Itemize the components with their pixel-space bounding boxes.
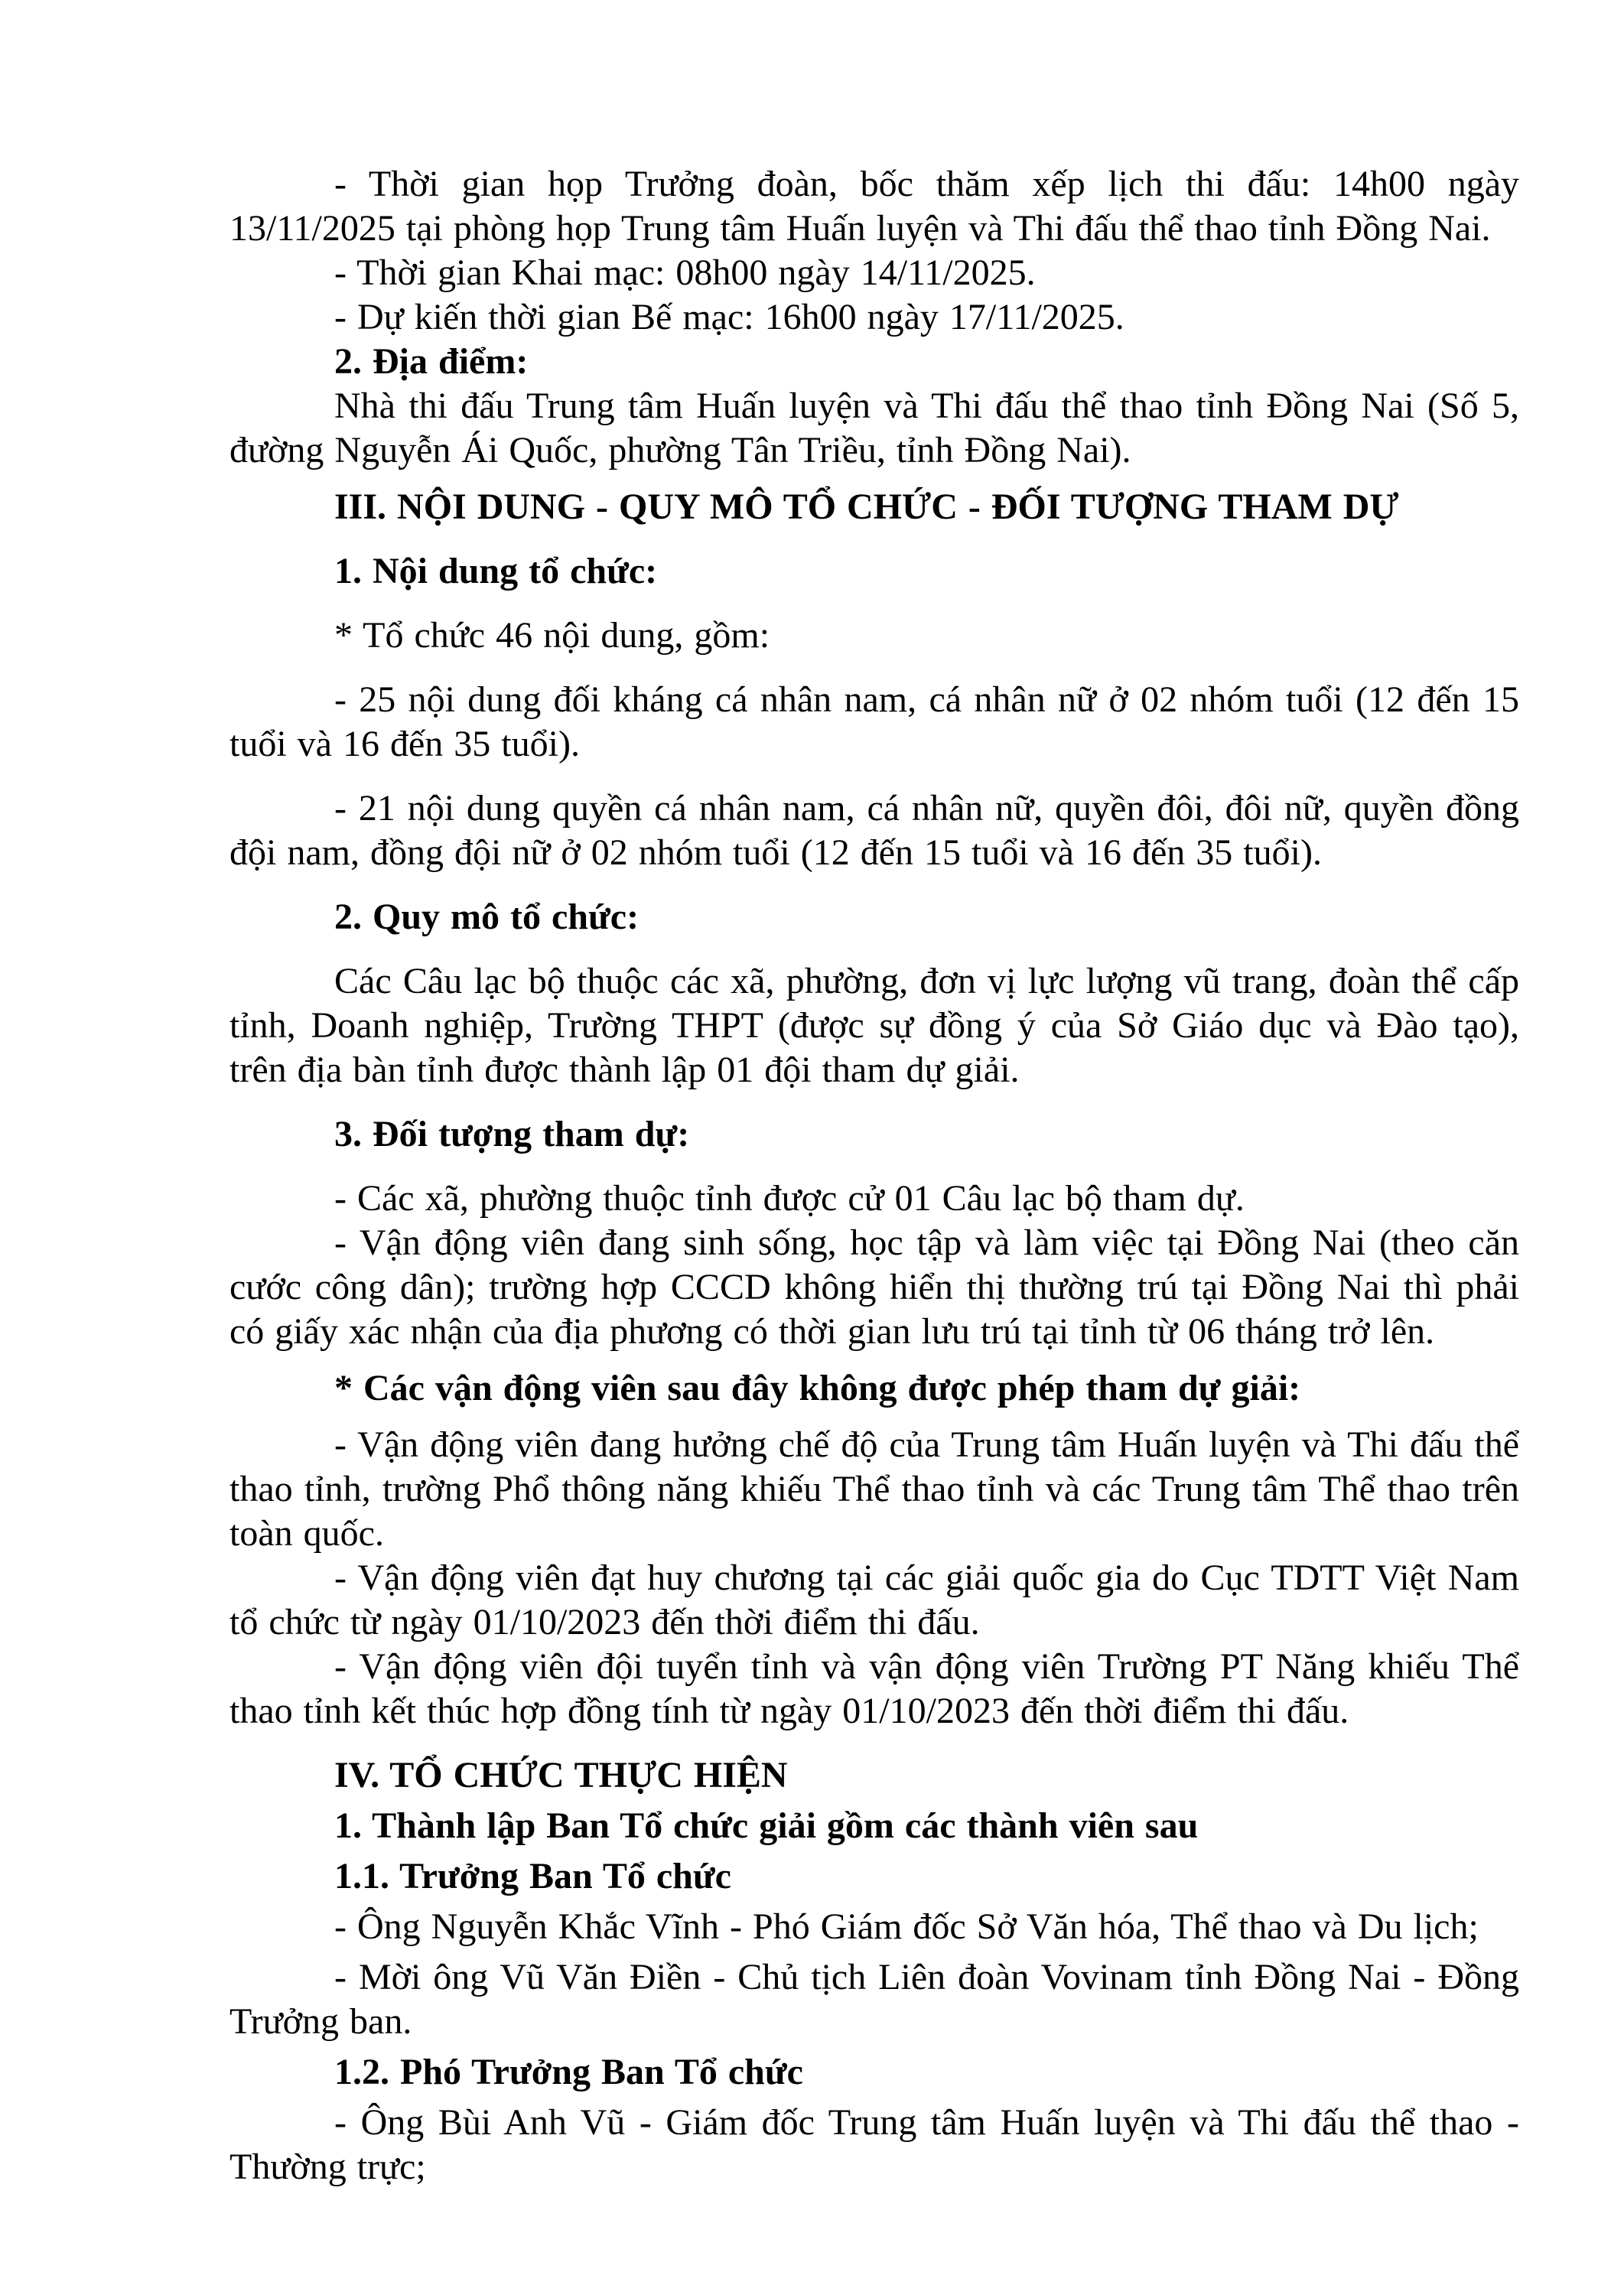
document-heading: IV. TỔ CHỨC THỰC HIỆN xyxy=(334,1755,788,1795)
document-heading: III. NỘI DUNG - QUY MÔ TỔ CHỨC - ĐỐI TƯỢNG THAM DỰ xyxy=(334,487,1399,527)
document-paragraph: - Vận động viên đạt huy chương tại các giải quốc gia do Cục TDTT Việt Nam tổ chức từ ngày 01/10/2023 đến thời điểm thi đấu. xyxy=(229,1558,1519,1642)
document-paragraph: - Các xã, phường thuộc tỉnh được cử 01 Câu lạc bộ tham dự. xyxy=(334,1178,1245,1219)
document-paragraph: - Vận động viên đội tuyển tỉnh và vận động viên Trường PT Năng khiếu Thể thao tỉnh kết thúc hợp đồng tính từ ngày 01/10/2023 đến thời điểm thi đấu. xyxy=(229,1646,1519,1731)
document-paragraph: * Tổ chức 46 nội dung, gồm: xyxy=(334,615,770,656)
document-heading: 2. Quy mô tổ chức: xyxy=(334,897,640,937)
document-heading: 2. Địa điểm: xyxy=(334,341,529,382)
document-heading: 1.1. Trưởng Ban Tổ chức xyxy=(334,1856,731,1896)
document-paragraph: - Mời ông Vũ Văn Điền - Chủ tịch Liên đoàn Vovinam tỉnh Đồng Nai - Đồng Trưởng ban. xyxy=(229,1957,1519,2042)
document-heading: * Các vận động viên sau đây không được phép tham dự giải: xyxy=(334,1368,1301,1408)
document-paragraph: - Thời gian Khai mạc: 08h00 ngày 14/11/2025. xyxy=(334,252,1036,293)
document-paragraph: Các Câu lạc bộ thuộc các xã, phường, đơn vị lực lượng vũ trang, đoàn thể cấp tỉnh, Doanh nghiệp, Trường THPT (được sự đồng ý của Sở Giáo dục và Đào tạo), trên địa bàn tỉnh được thành lập 01 đội tham dự giải. xyxy=(229,961,1519,1090)
document-paragraph: - Dự kiến thời gian Bế mạc: 16h00 ngày 17/11/2025. xyxy=(334,297,1124,337)
document-heading: 1. Nội dung tổ chức: xyxy=(334,551,658,591)
document-body xyxy=(229,162,1519,2189)
document-heading: 1.2. Phó Trưởng Ban Tổ chức xyxy=(334,2052,803,2092)
document-paragraph: - Thời gian họp Trưởng đoàn, bốc thăm xếp lịch thi đấu: 14h00 ngày 13/11/2025 tại phòng họp Trung tâm Huấn luyện và Thi đấu thể thao tỉnh Đồng Nai. xyxy=(229,164,1519,249)
document-paragraph: - Ông Bùi Anh Vũ - Giám đốc Trung tâm Huấn luyện và Thi đấu thể thao - Thường trực; xyxy=(229,2102,1519,2187)
document-heading: 1. Thành lập Ban Tổ chức giải gồm các thành viên sau xyxy=(334,1805,1199,1846)
document-paragraph: - 21 nội dung quyền cá nhân nam, cá nhân nữ, quyền đôi, đôi nữ, quyền đồng đội nam, đồng đội nữ ở 02 nhóm tuổi (12 đến 15 tuổi và 16 đến 35 tuổi). xyxy=(229,788,1519,873)
document-paragraph: - Vận động viên đang sinh sống, học tập và làm việc tại Đồng Nai (theo căn cước công dân); trường hợp CCCD không hiển thị thường trú tại Đồng Nai thì phải có giấy xác nhận của địa phương có thời gian lưu trú tại tỉnh từ 06 tháng trở lên. xyxy=(229,1222,1519,1352)
document-paragraph: - Ông Nguyễn Khắc Vĩnh - Phó Giám đốc Sở Văn hóa, Thể thao và Du lịch; xyxy=(334,1906,1479,1947)
document-paragraph: Nhà thi đấu Trung tâm Huấn luyện và Thi đấu thể thao tỉnh Đồng Nai (Số 5, đường Nguyễn Ái Quốc, phường Tân Triều, tỉnh Đồng Nai). xyxy=(229,386,1519,470)
document-heading: 3. Đối tượng tham dự: xyxy=(334,1114,690,1154)
document-paragraph: - 25 nội dung đối kháng cá nhân nam, cá nhân nữ ở 02 nhóm tuổi (12 đến 15 tuổi và 16 đến 35 tuổi). xyxy=(229,679,1519,764)
document-paragraph: - Vận động viên đang hưởng chế độ của Trung tâm Huấn luyện và Thi đấu thể thao tỉnh, trường Phổ thông năng khiếu Thể thao tỉnh và các Trung tâm Thể thao trên toàn quốc. xyxy=(229,1424,1519,1554)
